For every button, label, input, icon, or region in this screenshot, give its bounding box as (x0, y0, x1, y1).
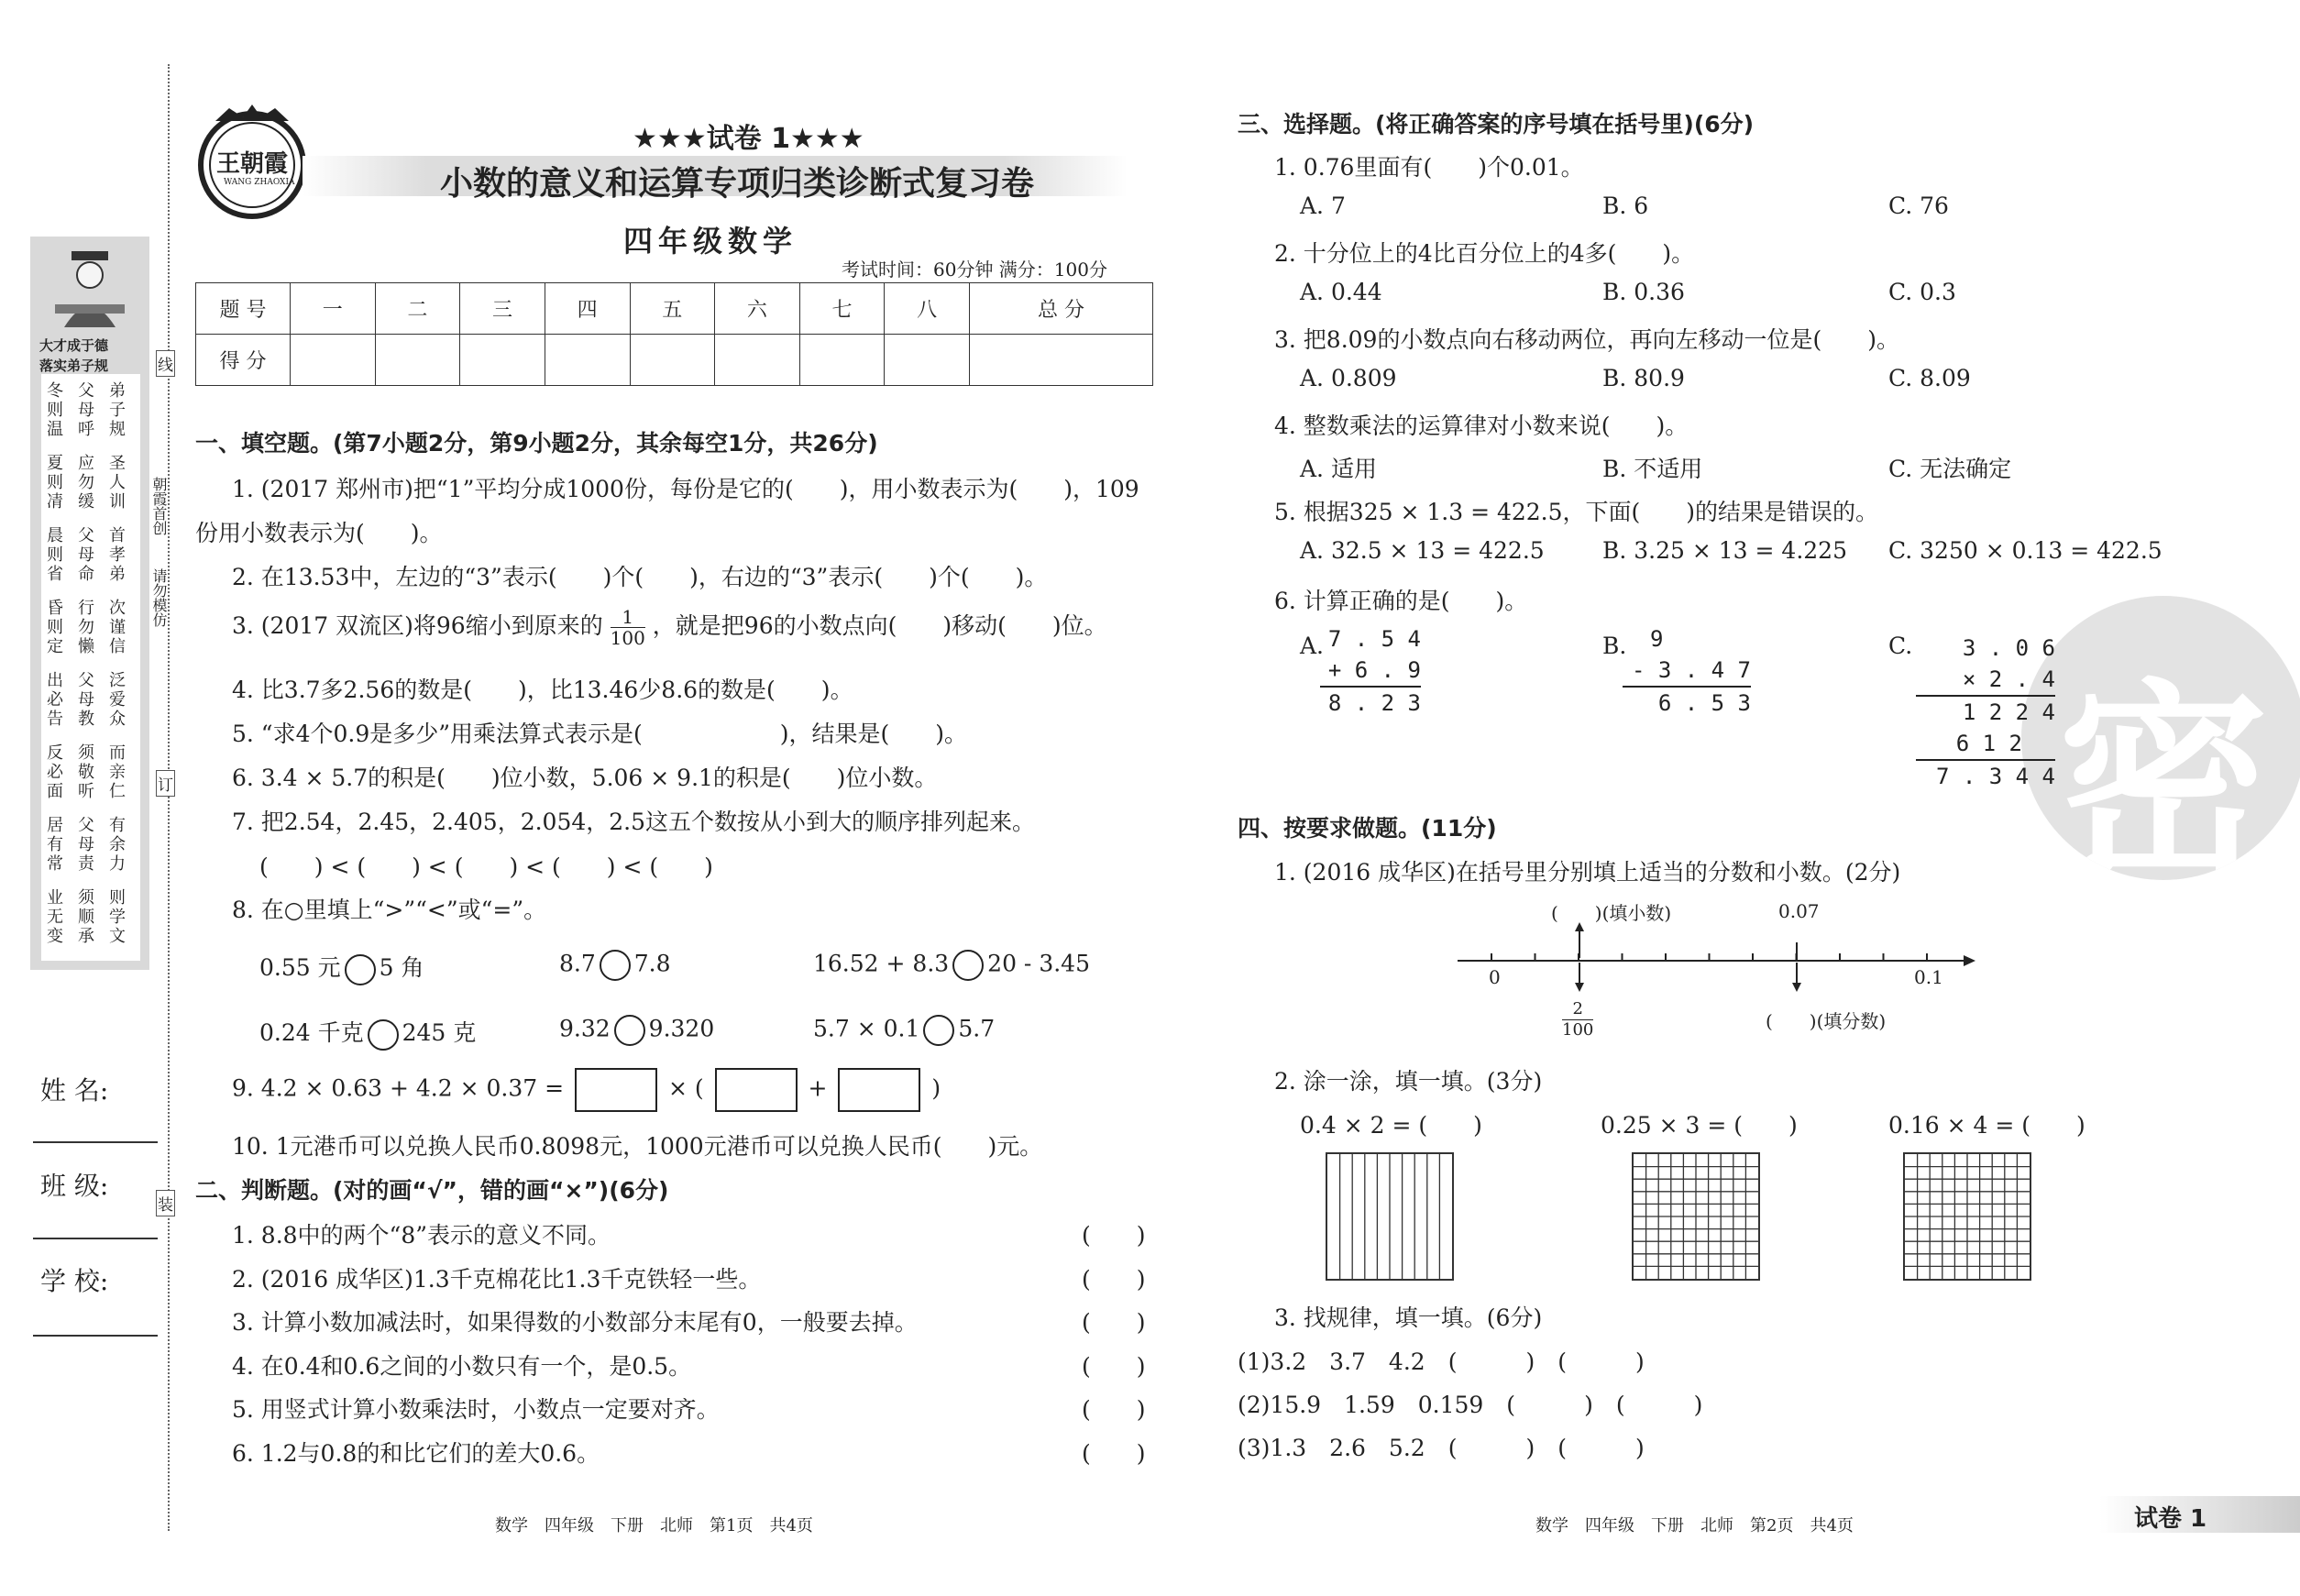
poem-phrase: 昏则定 (47, 599, 63, 656)
compare-right: 9.320 (648, 1015, 715, 1042)
binding-line (168, 64, 170, 1531)
mc-question: 2. 十分位上的4比百分位上的4多( )。 (1274, 240, 1695, 267)
score-input-cell[interactable] (375, 335, 460, 386)
tf-answer-paren[interactable]: ( ) (1082, 1352, 1146, 1380)
poem-phrase: 业无变 (47, 888, 63, 946)
poem-phrase: 父母命 (78, 526, 94, 584)
score-input-cell[interactable] (630, 335, 715, 386)
mc-option-a[interactable]: A. 0.44 (1300, 279, 1382, 305)
score-header-cell: 八 (885, 283, 970, 335)
compare-item (813, 1015, 995, 1046)
compare-item (259, 950, 424, 985)
compare-item (813, 950, 1090, 981)
logo-text: 王朝霞 (216, 150, 289, 178)
poem-phrase: 出必告 (47, 671, 63, 729)
nl-top-left[interactable]: ( )(填小数) (1551, 902, 1672, 924)
mc-option-c[interactable]: C. 8.09 (1888, 365, 1971, 391)
nl-fraction: 2 100 (1562, 999, 1594, 1040)
footer-right: 数学 四年级 下册 北师 第2页 共4页 (1535, 1516, 1854, 1535)
fill-q4: 4. 比3.7多2.56的数是( )，比13.46少8.6的数是( )。 (232, 677, 853, 703)
section3-heading: 三、选择题。(将正确答案的序号填在括号里)(6分) (1238, 111, 1755, 138)
fill-q5: 5. “求4个0.9是多少”用乘法算式表示是( )，结果是( )。 (232, 721, 968, 747)
q3-fraction: $\frac{1}{100}$ (610, 606, 645, 649)
compare-left: 0.55 元 (259, 954, 341, 981)
poem-phrase: 父母责 (78, 816, 94, 874)
mc-option-c[interactable]: C. 76 (1888, 193, 1949, 219)
shade-equation[interactable]: 0.25 × 3 = ( ) (1601, 1112, 1798, 1139)
fill-q1a: 1. (2017 郑州市)把“1”平均分成1000份，每份是它的( )，用小数表示为( )，109 (232, 476, 1139, 502)
mc-option-a[interactable]: A. 0.809 (1300, 365, 1397, 391)
mc-option-c[interactable]: C. 无法确定 (1888, 456, 2012, 482)
class-label: 班 级: (40, 1171, 109, 1201)
tf-answer-paren[interactable]: ( ) (1082, 1396, 1146, 1423)
compare-item (559, 1015, 714, 1046)
pattern-row[interactable]: (1)3.2 3.7 4.2 ( ) ( ) (1238, 1348, 1645, 1375)
poem-phrase: 居有常 (47, 816, 63, 874)
score-header-cell: 一 (291, 283, 376, 335)
poem-phrase: 父母呼 (78, 381, 94, 439)
compare-circle[interactable] (600, 950, 631, 981)
grid-hundredths-2[interactable] (1903, 1152, 2031, 1281)
calc-c-label: C. (1888, 633, 1913, 659)
sidebar-motto-panel (30, 237, 149, 970)
pattern-row[interactable]: (3)1.3 2.6 5.2 ( ) ( ) (1238, 1435, 1645, 1461)
mc-option-b[interactable]: B. 80.9 (1602, 365, 1685, 391)
score-header-cell: 七 (799, 283, 885, 335)
grid-hundredths-1[interactable] (1632, 1152, 1760, 1281)
calc-b-label: B. (1602, 633, 1627, 659)
poem-phrase: 则学文 (109, 888, 126, 946)
mc-option-b[interactable]: B. 0.36 (1602, 279, 1685, 305)
class-field[interactable] (33, 1238, 158, 1239)
tf-question: 1. 8.8中的两个“8”表示的意义不同。 (232, 1222, 611, 1249)
score-input-cell[interactable] (970, 335, 1153, 386)
nl-zero: 0 (1489, 966, 1501, 988)
compare-right: 7.8 (633, 950, 671, 977)
mc-option-c[interactable]: C. 0.3 (1888, 279, 1956, 305)
fill-q7-blanks[interactable]: ( ) < ( ) < ( ) < ( ) < ( ) (259, 853, 713, 880)
motto-line-1: 大才成于德 (39, 337, 109, 354)
pattern-row[interactable]: (2)15.9 1.59 0.159 ( ) ( ) (1238, 1392, 1703, 1418)
s4-q1: 1. (2016 成华区)在括号里分别填上适当的分数和小数。(2分) (1274, 859, 1901, 886)
poem-phrase: 次谨信 (109, 599, 126, 656)
footer-left: 数学 四年级 下册 北师 第1页 共4页 (495, 1516, 813, 1535)
fill-q10: 10. 1元港币可以兑换人民币0.8098元，1000元港币可以兑换人民币( )元。 (232, 1133, 1043, 1160)
fill-q3: 3. (2017 双流区)将96缩小到原来的 $\frac{1}{100}$ ，就是把96的小数点向( )移动( )位。 (232, 606, 1107, 649)
score-header-cell: 总 分 (970, 283, 1153, 335)
score-header-cell: 六 (715, 283, 800, 335)
poem-phrase: 冬则温 (47, 381, 63, 439)
q9-box-1[interactable] (575, 1068, 657, 1112)
compare-circle[interactable] (368, 1019, 399, 1051)
calc-b: 9 - 3 . 4 7 6 . 5 3 (1623, 623, 1751, 719)
number-line (1448, 917, 1980, 1063)
shade-equation[interactable]: 0.16 × 4 = ( ) (1888, 1112, 2085, 1139)
mc-question: 4. 整数乘法的运算律对小数来说( )。 (1274, 413, 1689, 439)
poem-phrase: 有余力 (109, 816, 126, 874)
poem-phrase: 须顺承 (78, 888, 94, 946)
section2-heading: 二、判断题。(对的画“√”，错的画“×”)(6分) (195, 1177, 669, 1204)
fill-q8: 8. 在○里填上“>”“<”或“=”。 (232, 897, 547, 923)
poem-phrase: 反必面 (47, 743, 63, 801)
calc-c: 3 . 0 6 × 2 . 4 1 2 2 4 6 1 2 7 . 3 4 4 (1916, 633, 2055, 792)
series-label: ★★★试卷 1★★★ (633, 123, 864, 155)
compare-left: 9.32 (559, 1015, 611, 1042)
poem-phrase: 晨则省 (47, 526, 63, 584)
q9-box-3[interactable] (838, 1068, 920, 1112)
score-header-cell: 二 (375, 283, 460, 335)
compare-left: 0.24 千克 (259, 1019, 364, 1046)
exam-info: 考试时间：60分钟 满分：100分 (842, 259, 1107, 281)
nl-top-right: 0.07 (1778, 900, 1820, 922)
compare-right: 20 - 3.45 (987, 950, 1090, 977)
vertical-note-2: 请勿模仿 (150, 568, 168, 627)
tf-question: 3. 计算小数加减法时，如果得数的小数部分末尾有0，一般要去掉。 (232, 1309, 918, 1336)
vertical-note-1: 朝霞首创 (150, 477, 168, 535)
fill-q7: 7. 把2.54，2.45，2.405，2.054，2.5这五个数按从小到大的顺序排列起来。 (232, 809, 1036, 835)
nl-bottom-right[interactable]: ( )(填分数) (1766, 1010, 1887, 1032)
compare-left: 16.52 + 8.3 (813, 950, 950, 977)
compare-circle[interactable] (923, 1015, 954, 1046)
score-input-cell[interactable] (545, 335, 630, 386)
tf-question: 6. 1.2与0.8的和比它们的差大0.6。 (232, 1439, 600, 1467)
confidential-watermark: 密 (2021, 596, 2300, 880)
score-label-cell: 得 分 (196, 335, 291, 386)
scholar-figure (53, 249, 127, 332)
binding-mark-ding: 订 (156, 770, 175, 797)
mc-option-a[interactable]: A. 7 (1300, 193, 1346, 219)
logo-subtext: WANG ZHAOXIA (224, 178, 295, 187)
nl-end: 0.1 (1914, 966, 1943, 988)
footer-tag: 试卷 1 (2134, 1505, 2207, 1533)
poem-phrase: 弟子规 (109, 381, 126, 439)
compare-right: 5 角 (379, 954, 424, 981)
s4-q3: 3. 找规律，填一填。(6分) (1274, 1304, 1543, 1331)
poem-phrase: 圣人训 (109, 454, 126, 512)
school-field[interactable] (33, 1335, 158, 1337)
tf-question: 2. (2016 成华区)1.3千克棉花比1.3千克铁轻一些。 (232, 1265, 762, 1293)
compare-left: 5.7 × 0.1 (813, 1015, 920, 1042)
score-header-cell: 题 号 (196, 283, 291, 335)
grid-tenths[interactable] (1326, 1152, 1454, 1281)
tf-question: 4. 在0.4和0.6之间的小数只有一个，是0.5。 (232, 1352, 692, 1380)
mc-question: 1. 0.76里面有( )个0.01。 (1274, 154, 1584, 181)
poem-block (41, 374, 140, 961)
poem-phrase: 应勿缓 (78, 454, 94, 512)
poem-phrase: 父母教 (78, 671, 94, 729)
mc-q6: 6. 计算正确的是( )。 (1274, 588, 1528, 614)
compare-right: 5.7 (958, 1015, 996, 1042)
mc-option-a[interactable]: A. 32.5 × 13 = 422.5 (1300, 537, 1545, 564)
compare-right: 245 克 (402, 1019, 477, 1046)
fill-q6: 6. 3.4 × 5.7的积是( )位小数，5.06 × 9.1的积是( )位小数。 (232, 765, 938, 791)
fill-q9: 9. 4.2 × 0.63 + 4.2 × 0.37 = × ( + ) (232, 1068, 941, 1112)
name-field[interactable] (33, 1141, 158, 1143)
shade-equation[interactable]: 0.4 × 2 = ( ) (1300, 1112, 1482, 1139)
brand-logo (193, 101, 312, 220)
tf-answer-paren[interactable]: ( ) (1082, 1222, 1146, 1249)
score-header-cell: 四 (545, 283, 630, 335)
score-input-cell[interactable] (715, 335, 800, 386)
compare-left: 8.7 (559, 950, 596, 977)
poem-phrase: 须敬听 (78, 743, 94, 801)
calc-a: 7 . 5 4 + 6 . 9 8 . 2 3 (1320, 623, 1421, 719)
score-header-cell: 五 (630, 283, 715, 335)
poem-phrase: 而亲仁 (109, 743, 126, 801)
tf-answer-paren[interactable]: ( ) (1082, 1439, 1146, 1467)
score-table (195, 282, 1153, 386)
poem-phrase: 首孝弟 (109, 526, 126, 584)
q9-box-2[interactable] (715, 1068, 798, 1112)
poem-phrase: 夏则凊 (47, 454, 63, 512)
school-label: 学 校: (40, 1266, 109, 1296)
mc-option-a[interactable]: A. 适用 (1300, 456, 1377, 482)
score-input-cell[interactable] (799, 335, 885, 386)
name-label: 姓 名: (40, 1075, 109, 1106)
mc-option-b[interactable]: B. 不适用 (1602, 456, 1703, 482)
fill-q1b: 份用小数表示为( )。 (195, 520, 443, 546)
calc-a-label: A. (1300, 633, 1325, 659)
mc-question: 3. 把8.09的小数点向右移动两位，再向左移动一位是( )。 (1274, 326, 1899, 353)
tf-answer-paren[interactable]: ( ) (1082, 1309, 1146, 1336)
compare-item (559, 950, 671, 981)
compare-circle[interactable] (345, 954, 376, 985)
compare-circle[interactable] (952, 950, 984, 981)
compare-circle[interactable] (614, 1015, 645, 1046)
mc-option-c[interactable]: C. 3250 × 0.13 = 422.5 (1888, 537, 2162, 564)
tf-question: 5. 用竖式计算小数乘法时，小数点一定要对齐。 (232, 1396, 720, 1423)
fill-q2: 2. 在13.53中，左边的“3”表示( )个( )，右边的“3”表示( )个( )。 (232, 564, 1048, 590)
motto-line-2: 落实弟子规 (39, 358, 109, 374)
poem-phrase: 泛爱众 (109, 671, 126, 729)
section4-heading: 四、按要求做题。(11分) (1238, 815, 1497, 842)
page-subtitle: 四年级数学 (623, 224, 798, 259)
mc-question: 5. 根据325 × 1.3 = 422.5，下面( )的结果是错误的。 (1274, 499, 1879, 525)
page-title: 小数的意义和运算专项归类诊断式复习卷 (440, 165, 1035, 203)
score-input-cell[interactable] (885, 335, 970, 386)
mc-option-b[interactable]: B. 3.25 × 13 = 4.225 (1602, 537, 1847, 564)
s4-q2: 2. 涂一涂，填一填。(3分) (1274, 1068, 1543, 1095)
tf-answer-paren[interactable]: ( ) (1082, 1265, 1146, 1293)
compare-item (259, 1015, 476, 1051)
score-input-cell[interactable] (460, 335, 545, 386)
score-input-cell[interactable] (291, 335, 376, 386)
poem-phrase: 行勿懒 (78, 599, 94, 656)
binding-mark-zhuang: 装 (156, 1190, 175, 1216)
section1-heading: 一、填空题。(第7小题2分，第9小题2分，其余每空1分，共26分) (195, 430, 878, 457)
mc-option-b[interactable]: B. 6 (1602, 193, 1649, 219)
score-header-cell: 三 (460, 283, 545, 335)
binding-mark-line: 线 (156, 350, 175, 377)
